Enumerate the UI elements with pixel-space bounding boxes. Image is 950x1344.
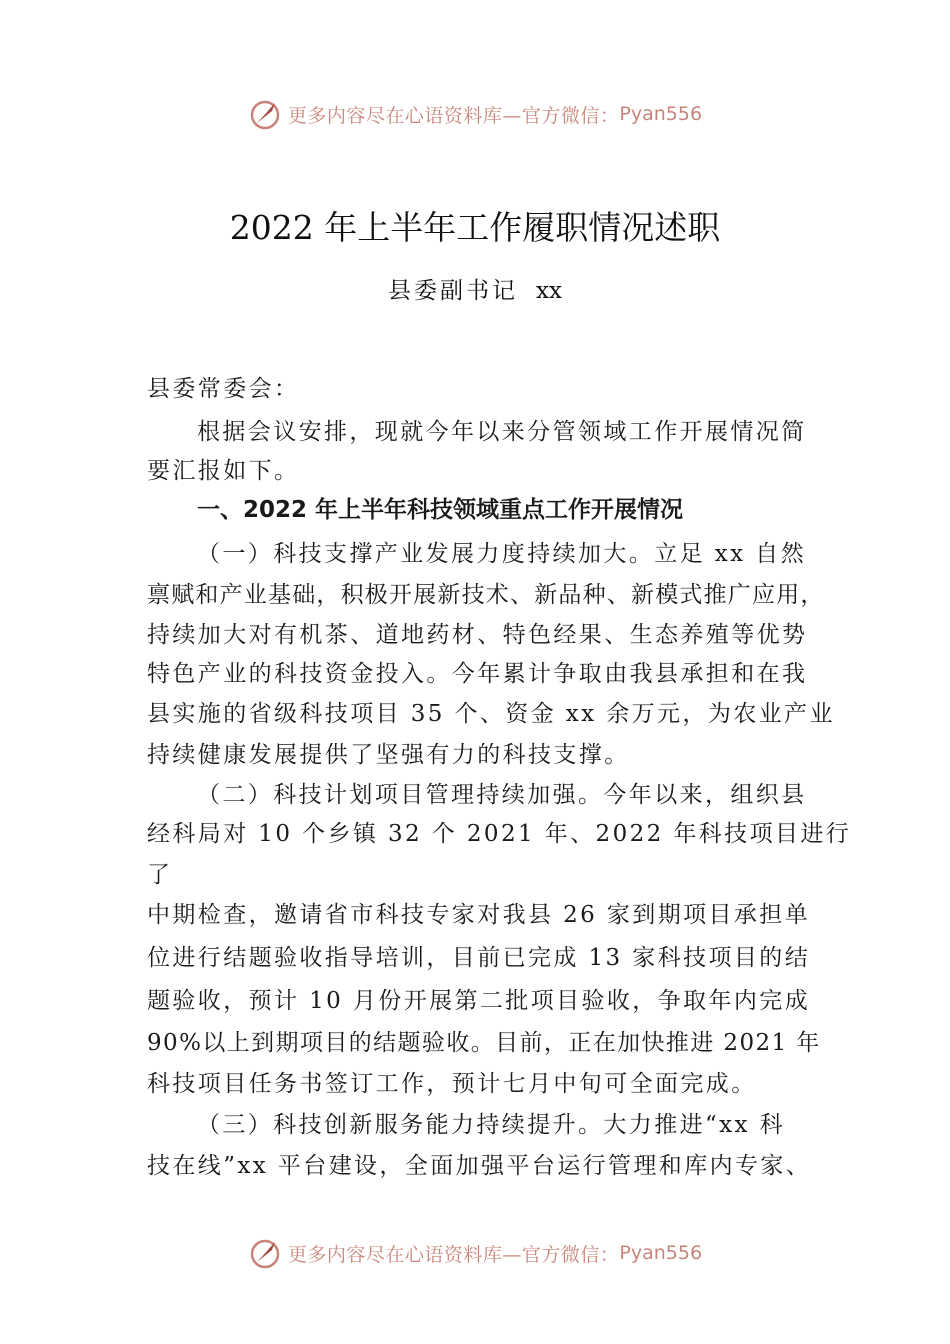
header-watermark — [0, 94, 950, 134]
salutation: 县委常委会： — [147, 376, 300, 402]
footer-watermark — [0, 1233, 950, 1273]
body-line: 中期检查，邀请省市科技专家对我县 26 家到期项目承担单 — [147, 902, 811, 928]
section-heading: 一、2022 年上半年科技领域重点工作开展情况 — [197, 497, 684, 523]
author-role: 县委副书记 — [388, 278, 519, 304]
watermark-wechat-id: Pyan556 — [619, 103, 703, 125]
body-line: 县实施的省级科技项目 35 个、资金 xx 余万元，为农业产业 — [147, 701, 835, 727]
body-line: （三）科技创新服务能力持续提升。大力推进“xx 科 — [197, 1112, 786, 1138]
body-line: （二）科技计划项目管理持续加强。今年以来，组织县 — [197, 782, 807, 808]
quill-logo-icon — [248, 1236, 282, 1270]
body-line: 禀赋和产业基础，积极开展新技术、新品种、新模式推广应用， — [147, 582, 825, 608]
body-line: 位进行结题验收指导培训，目前已完成 13 家科技项目的结 — [147, 945, 811, 971]
author-line — [0, 272, 950, 305]
body-line: 要汇报如下。 — [147, 458, 300, 484]
body-line: 持续加大对有机茶、道地药材、特色经果、生态养殖等优势 — [147, 622, 808, 648]
body-line: 科技项目任务书签订工作，预计七月中旬可全面完成。 — [147, 1071, 757, 1097]
body-line: 了 — [147, 862, 173, 888]
body-line: 特色产业的科技资金投入。今年累计争取由我县承担和在我 — [147, 661, 808, 687]
watermark-text: 更多内容尽在心语资料库—官方微信： — [287, 104, 620, 127]
quill-logo-icon — [248, 97, 282, 131]
watermark-wechat-id: Pyan556 — [619, 1242, 703, 1264]
body-line: 经科局对 10 个乡镇 32 个 2021 年、2022 年科技项目进行 — [147, 821, 852, 847]
author-name: xx — [536, 278, 562, 304]
body-line: 技在线”xx 平台建设，全面加强平台运行管理和库内专家、 — [147, 1153, 812, 1179]
watermark-text: 更多内容尽在心语资料库—官方微信： — [287, 1243, 620, 1266]
body-line: 根据会议安排，现就今年以来分管领域工作开展情况简 — [197, 419, 807, 445]
page-title: 2022 年上半年工作履职情况述职 — [229, 208, 721, 247]
body-line: 90%以上到期项目的结题验收。目前，正在加快推进 2021 年 — [147, 1030, 821, 1056]
body-line: 题验收，预计 10 月份开展第二批项目验收，争取年内完成 — [147, 988, 811, 1014]
body-line: 持续健康发展提供了坚强有力的科技支撑。 — [147, 742, 630, 768]
body-line: （一）科技支撑产业发展力度持续加大。立足 xx 自然 — [197, 541, 806, 567]
